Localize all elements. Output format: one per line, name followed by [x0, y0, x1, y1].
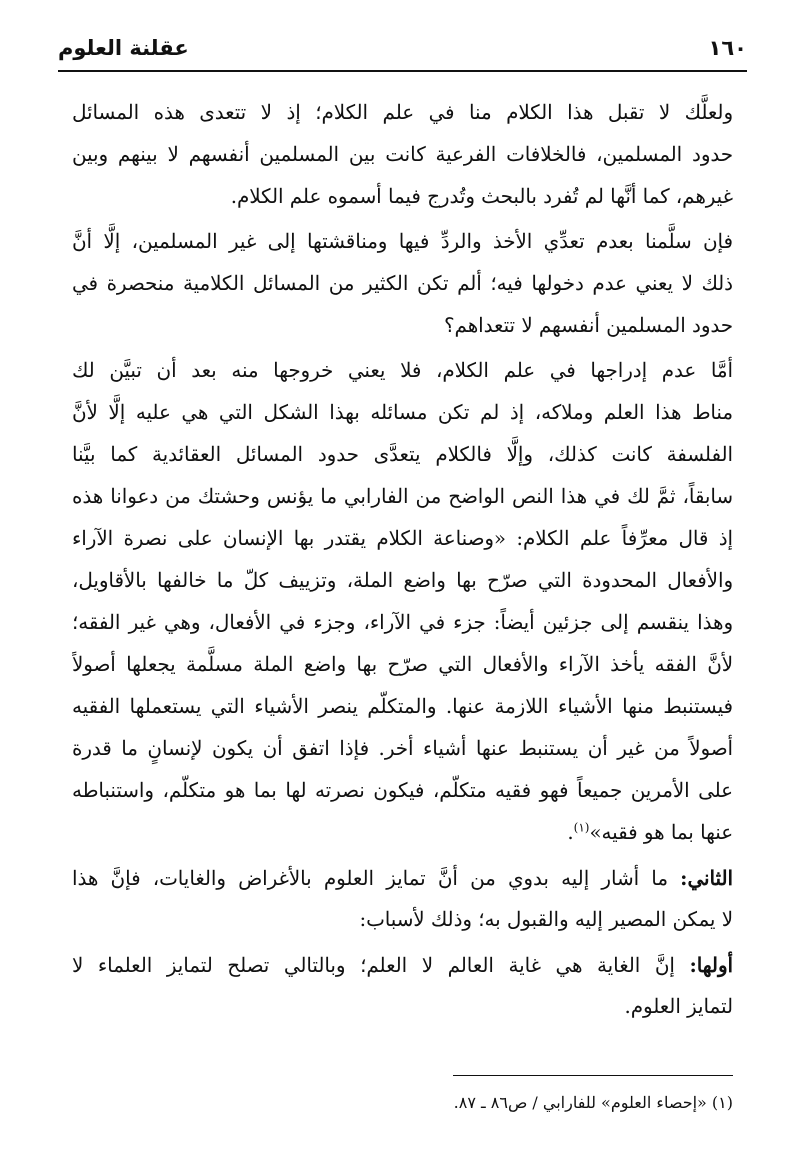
footnote-marker: (١) — [573, 820, 590, 835]
footnote: (١) «إحصاء العلوم» للفارابي / ص٨٦ ـ ٨٧. — [453, 1093, 733, 1112]
text-line: الفلسفة كانت كذلك، وإلَّا فالكلام يتعدَّى حدود المسائل العقائدية كما بيَّنا — [72, 443, 733, 466]
text-line: ولعلَّك لا تقبل هذا الكلام منا في علم الكلام؛ إذ لا تتعدى هذه المسائل — [72, 101, 733, 124]
text-line: على الأمرين جميعاً فهو فقيه متكلّم، فيكون نصرته لها بما هو متكلّم، واستنباطه — [72, 779, 733, 802]
text-line: أصولاً من غير أن يستنبط عنها أشياء أخر. فإذا اتفق أن يكون لإنسانٍ ما قدرة — [72, 737, 733, 760]
page-body — [72, 92, 733, 1028]
text-line: مناط هذا العلم وملاكه، إذ لم تكن مسائله بهذا الشكل التي هي عليه إلَّا لأنَّ — [72, 401, 733, 424]
first-reason-line — [72, 944, 733, 986]
text-line: أمَّا عدم إدراجها في علم الكلام، فلا يعني خروجها منه بعد أن تبيَّن لك — [72, 359, 733, 382]
text-line: لتمايز العلوم. — [624, 995, 733, 1018]
text-line: لا يمكن المصير إليه والقبول به؛ وذلك لأسباب: — [359, 908, 733, 931]
text-line: إذ قال معرِّفاً علم الكلام: «وصناعة الكلام يقتدر بها الإنسان على نصرة الآراء — [72, 527, 733, 550]
text-line: فيستنبط منها الأشياء اللازمة عنها. والمتكلّم ينصر الأشياء التي يستعملها الفقيه — [72, 695, 733, 718]
text-line: إنَّ الغاية هي غاية العالم لا العلم؛ وبالتالي تصلح لتمايز العلماء لا — [72, 954, 675, 977]
text-line: سابقاً، ثمَّ لك في هذا النص الواضح من الفارابي ما يؤنس وحشتك من دعوانا هذه — [72, 485, 733, 508]
text-line: ذلك لا يعني عدم دخولها فيه؛ ألم تكن الكثير من المسائل الكلامية منحصرة في — [72, 272, 733, 295]
text-line: لأنَّ الفقه يأخذ الآراء والأفعال التي صرّح بها واضع الملة مسلَّمة يجعلها أصولاً — [72, 653, 733, 676]
text-line: والأفعال المحدودة التي صرّح بها واضع الملة، وتزييف كلّ ما خالفها بالأقاويل، — [72, 569, 733, 592]
quote-end-line — [72, 812, 733, 854]
page-header — [58, 26, 747, 70]
text-line: ما أشار إليه بدوي من أنَّ تمايز العلوم بالأغراض والغايات، فإنَّ هذا — [72, 867, 668, 890]
text-line: فإن سلَّمنا بعدم تعدِّي الأخذ والردِّ فيها ومناقشتها إلى غير المسلمين، إلَّا أنَّ — [72, 230, 733, 253]
text-line: عنها بما هو فقيه» — [589, 821, 733, 844]
period: . — [567, 821, 574, 844]
label-second: الثاني: — [680, 866, 733, 890]
page-number: ١٦٠ — [708, 36, 747, 60]
footnote-rule — [453, 1075, 733, 1076]
label-first-reason: أولها: — [689, 953, 733, 977]
text-line: وهذا ينقسم إلى جزئين أيضاً: جزء في الآراء، وجزء في الأفعال، وهي غير الفقه؛ — [72, 611, 733, 634]
running-title: عقلنة العلوم — [58, 36, 189, 60]
second-point-line — [72, 857, 733, 899]
header-rule — [58, 70, 747, 72]
text-line: حدود المسلمين أنفسهم لا تتعداهم؟ — [444, 314, 733, 337]
text-line: حدود المسلمين، فالخلافات الفرعية كانت بين المسلمين أنفسهم لا بينهم وبين — [72, 143, 733, 166]
text-line: غيرهم، كما أنَّها لم تُفرد بالبحث وتُدرج فيما أسموه علم الكلام. — [230, 185, 733, 208]
